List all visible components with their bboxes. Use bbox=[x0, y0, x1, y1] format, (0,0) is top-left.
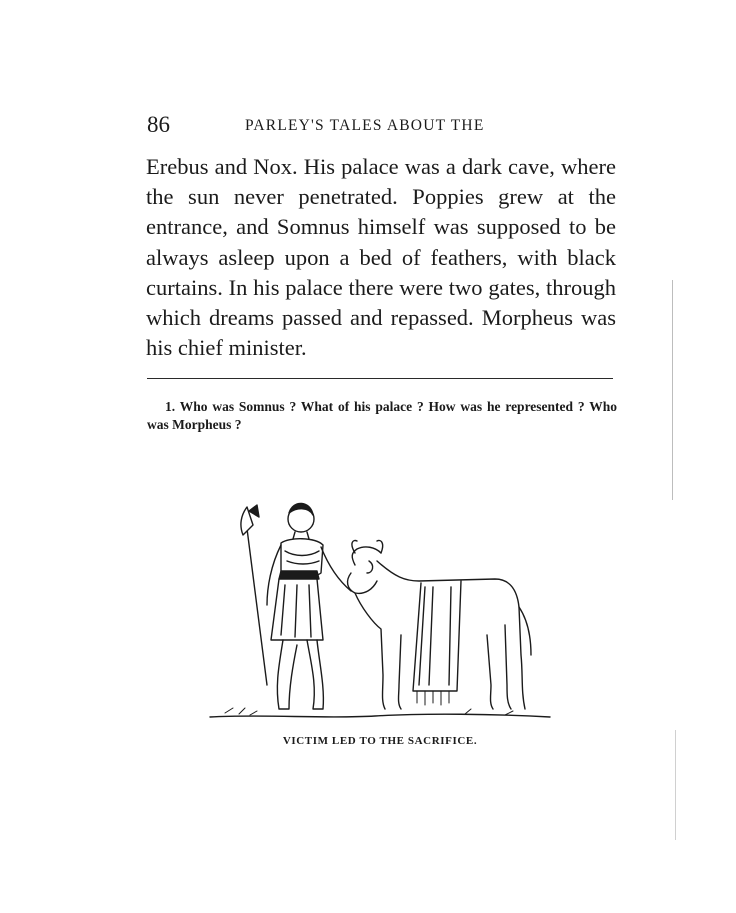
axe bbox=[241, 505, 267, 685]
body-paragraph: Erebus and Nox. His palace was a dark cave, where the sun never penetrated. Poppies grew at the entrance, and Somnus himself was supposed to be always asleep upon a bed of feathers, with black curtains. In his palace there were two gates, through which dreams passed and repassed. Morpheus was his chief minister. bbox=[146, 154, 616, 361]
figure-caption: VICTIM LED TO THE SACRIFICE. bbox=[282, 735, 478, 747]
scan-edge-line bbox=[675, 730, 676, 840]
study-question-block bbox=[147, 398, 617, 434]
footnote-divider bbox=[147, 378, 613, 379]
study-question: 1. Who was Somnus ? What of his palace ? How was he represented ? Who was Morpheus ? bbox=[147, 399, 617, 432]
sacrifice-illustration bbox=[205, 495, 555, 725]
ground-line bbox=[210, 714, 550, 717]
page-number: 86 bbox=[147, 112, 170, 137]
running-head: PARLEY'S TALES ABOUT THE bbox=[245, 117, 485, 134]
page-header bbox=[147, 112, 617, 138]
body-paragraph-block bbox=[146, 152, 616, 363]
ox-figure bbox=[348, 541, 531, 710]
man-figure bbox=[267, 503, 351, 709]
scan-edge-line bbox=[672, 280, 673, 500]
